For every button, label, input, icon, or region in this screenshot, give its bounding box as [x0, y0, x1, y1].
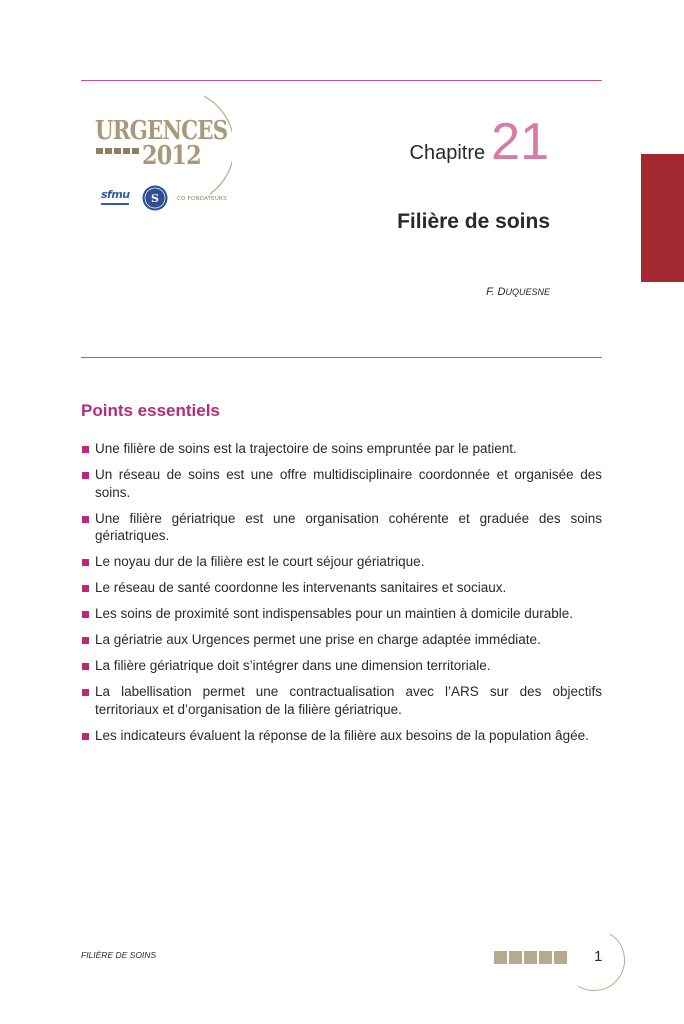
bullet-square-icon	[82, 516, 89, 523]
key-points-list	[81, 440, 602, 753]
list-item-text: La filière gériatrique doit s’intégrer dans une dimension territoriale.	[95, 658, 491, 673]
logo-title: URGENCES	[95, 116, 228, 146]
list-item-text: La gériatrie aux Urgences permet une prise en charge adaptée immédiate.	[95, 632, 541, 647]
list-item	[81, 510, 602, 545]
list-item	[81, 631, 602, 649]
list-item	[81, 440, 602, 458]
page-number: 1	[594, 948, 603, 965]
list-item-text: Les soins de proximité sont indispensables pour un maintien à domicile durable.	[95, 606, 574, 621]
section-title: Points essentiels	[81, 401, 220, 420]
bullet-square-icon	[82, 559, 89, 566]
footer-squares-decoration	[494, 951, 567, 964]
cofounders-label: CO FONDATEURS	[177, 196, 227, 202]
chapter-side-tab	[641, 154, 684, 282]
section-rule	[81, 357, 602, 358]
list-item	[81, 579, 602, 597]
list-item	[81, 683, 602, 718]
list-item	[81, 466, 602, 501]
chapter-label: Chapitre	[409, 142, 486, 164]
top-rule	[81, 80, 602, 81]
list-item-text: Une filière de soins est la trajectoire de soins empruntée par le patient.	[95, 441, 517, 456]
bullet-square-icon	[82, 689, 89, 696]
list-item-text: Un réseau de soins est une offre multidisciplinaire coordonnée et organisée des soins.	[95, 467, 602, 500]
list-item	[81, 657, 602, 675]
list-item	[81, 553, 602, 571]
list-item	[81, 727, 602, 745]
samu-de-france-logo	[142, 185, 168, 211]
bullet-square-icon	[82, 663, 89, 670]
urgences-2012-logo	[92, 94, 232, 216]
chapter-number: 21	[491, 113, 549, 171]
chapter-title: Filière de soins	[397, 210, 550, 233]
running-footer-title: FILIÈRE DE SOINS	[81, 950, 157, 960]
list-item-text: Le noyau dur de la filière est le court séjour gériatrique.	[95, 554, 425, 569]
author	[486, 286, 550, 298]
list-item-text: La labellisation permet une contractualisation avec l’ARS sur des objectifs territoriaux et d’organisation de la filière gériatrique.	[95, 684, 602, 717]
sfmu-logo-underline	[101, 203, 129, 205]
samu-logo-letter: S	[151, 192, 159, 205]
sfmu-logo: sfmu	[101, 188, 130, 201]
chapter-heading	[409, 113, 549, 171]
logo-year: 2012	[142, 141, 201, 171]
list-item	[81, 605, 602, 623]
list-item-text: Les indicateurs évaluent la réponse de la filière aux besoins de la population âgée.	[95, 727, 589, 743]
bullet-square-icon	[82, 472, 89, 479]
list-item-text: Le réseau de santé coordonne les intervenants sanitaires et sociaux.	[95, 580, 507, 595]
bullet-square-icon	[82, 611, 89, 618]
author-surname-rest: UQUESNE	[505, 287, 550, 297]
bullet-square-icon	[82, 733, 89, 740]
bullet-square-icon	[82, 446, 89, 453]
bullet-square-icon	[82, 585, 89, 592]
bullet-square-icon	[82, 637, 89, 644]
author-initial: F.	[486, 286, 498, 298]
footer-arc-decoration	[570, 932, 630, 992]
list-item-text: Une filière gériatrique est une organisation cohérente et graduée des soins gériatriques.	[95, 510, 602, 543]
logo-squares	[96, 148, 139, 154]
author-surname-initial: D	[497, 286, 506, 298]
